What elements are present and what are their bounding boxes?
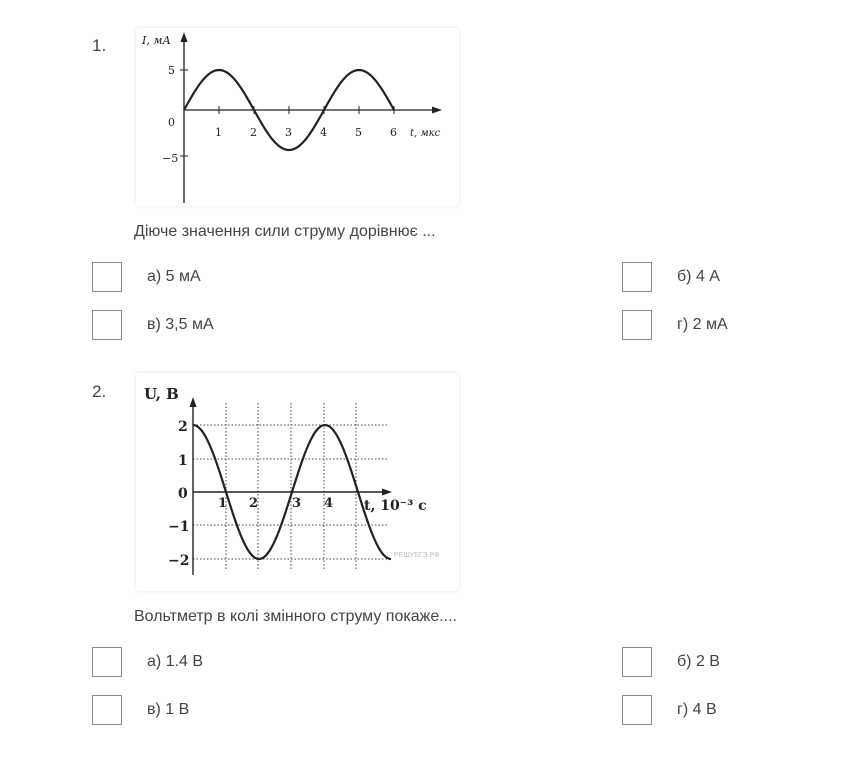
x-axis-label: t, мкс	[410, 128, 441, 139]
current-sine-graph	[136, 28, 459, 206]
x-tick-6: 6	[390, 126, 397, 139]
checkbox[interactable]	[622, 647, 652, 677]
checkbox[interactable]	[622, 695, 652, 725]
question-1-prompt: Діюче значення сили струму дорівнює ...	[134, 223, 436, 240]
checkbox[interactable]	[92, 262, 122, 292]
checkbox[interactable]	[622, 310, 652, 340]
question-1-number: 1.	[92, 36, 107, 55]
option-label: а) 5 мА	[147, 268, 201, 285]
question-2-option-b[interactable]	[622, 647, 720, 677]
y-tick-2: 2	[178, 419, 188, 435]
x-axis-label: t, 10⁻³ с	[364, 498, 427, 514]
x-tick-2: 2	[250, 126, 257, 139]
watermark: РЕШУЕГЭ.РФ	[394, 552, 440, 559]
y-axis-label: I, мА	[142, 34, 171, 47]
question-2-option-c[interactable]	[92, 695, 189, 725]
grid	[193, 403, 388, 571]
y-axis-arrow-icon	[190, 397, 197, 407]
question-1-option-b[interactable]	[622, 262, 720, 292]
option-label: г) 4 В	[677, 701, 717, 718]
voltage-cosine-graph	[136, 373, 459, 591]
x-tick-2: 2	[249, 496, 259, 511]
checkbox[interactable]	[92, 695, 122, 725]
y-tick-minus-1: −1	[168, 519, 190, 535]
checkbox[interactable]	[92, 647, 122, 677]
checkbox[interactable]	[92, 310, 122, 340]
y-axis-label: U, В	[144, 385, 179, 403]
x-tick-3: 3	[285, 126, 292, 139]
y-tick-0: 0	[178, 486, 188, 502]
x-tick-1: 1	[218, 496, 228, 511]
x-tick-4: 4	[320, 126, 327, 139]
question-1-option-c[interactable]	[92, 310, 214, 340]
y-tick-5: 5	[168, 64, 175, 77]
question-1-option-d[interactable]	[622, 310, 728, 340]
y-tick-minus-2: −2	[168, 553, 190, 569]
x-tick-4: 4	[324, 496, 334, 511]
question-1-option-a[interactable]	[92, 262, 201, 292]
question-2-prompt: Вольтметр в колі змінного струму покаже....	[134, 608, 457, 625]
x-tick-5: 5	[355, 126, 362, 139]
y-tick-minus-5: −5	[162, 152, 179, 165]
question-2-figure	[136, 373, 459, 591]
question-2-option-a[interactable]	[92, 647, 203, 677]
option-label: в) 3,5 мА	[147, 316, 214, 333]
question-1-figure	[136, 28, 459, 206]
question-2-option-d[interactable]	[622, 695, 717, 725]
question-2-number: 2.	[92, 382, 107, 401]
x-axis-arrow-icon	[382, 489, 392, 496]
x-axis-arrow-icon	[432, 107, 442, 114]
checkbox[interactable]	[622, 262, 652, 292]
option-label: б) 4 А	[677, 268, 720, 285]
y-tick-1: 1	[178, 453, 188, 469]
option-label: в) 1 В	[147, 701, 190, 718]
y-axis-arrow-icon	[181, 32, 188, 42]
x-tick-1: 1	[215, 126, 222, 139]
option-label: б) 2 В	[677, 653, 720, 670]
option-label: г) 2 мА	[677, 316, 728, 333]
option-label: а) 1.4 В	[147, 653, 204, 670]
y-tick-0: 0	[168, 116, 175, 129]
x-tick-3: 3	[292, 496, 302, 511]
